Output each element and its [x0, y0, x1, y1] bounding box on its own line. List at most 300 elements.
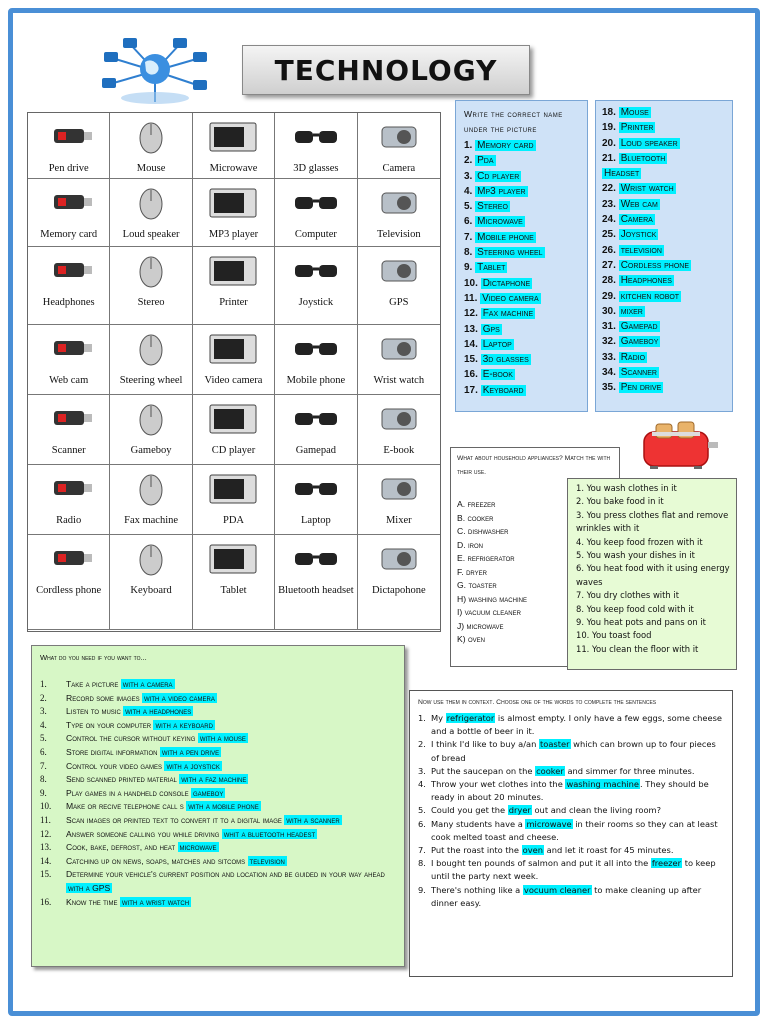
- context-item: [418, 778, 724, 804]
- context-item: [418, 804, 724, 817]
- need-item-number: 15.: [40, 869, 52, 880]
- grid-cell-label: 3D glasses: [293, 163, 339, 174]
- use-item: 1. You wash clothes in it: [576, 483, 677, 493]
- answer-row: [464, 245, 581, 260]
- answer-number: 33.: [602, 351, 616, 363]
- appliance-item: A. freezer: [457, 499, 496, 509]
- answer-text: Mobile phone: [477, 231, 534, 243]
- gamepad-icon: [287, 399, 345, 442]
- grid-cell: [28, 113, 110, 179]
- answer-number: 11.: [464, 292, 478, 304]
- headphones-icon: [40, 251, 98, 294]
- tablet-icon: [204, 539, 262, 582]
- context-item-prompt: Put the saucepan on the: [431, 765, 536, 776]
- need-item-answer: with a GPS: [68, 882, 111, 893]
- answer-row: [602, 120, 728, 135]
- answer-text: television: [620, 244, 662, 256]
- answer-number: 30.: [602, 305, 616, 317]
- answer-number: 23.: [602, 198, 616, 210]
- appliance-item: I) vacuum cleaner: [457, 607, 521, 617]
- context-item-answer: freezer: [651, 858, 682, 869]
- appliance-item: J) microwave: [457, 620, 504, 631]
- answer-text: Pen drive: [620, 382, 662, 394]
- grid-cell: [28, 247, 110, 325]
- mouse-icon: [122, 117, 180, 160]
- need-item-text: [66, 692, 396, 706]
- answers-heading: Write the correct name under the picture: [464, 109, 563, 134]
- answer-number: 6.: [464, 216, 473, 228]
- answer-number: 10.: [464, 277, 478, 289]
- answer-row: [602, 181, 728, 196]
- answer-text: Stereo: [477, 201, 508, 213]
- context-item-text: [431, 765, 724, 778]
- appliance-item: F. dryer: [457, 566, 487, 577]
- answer-row: [464, 169, 581, 184]
- need-item: [40, 732, 396, 746]
- answer-text: Wrist watch: [620, 183, 674, 195]
- answer-number: 3.: [464, 170, 473, 182]
- context-item-number: 7.: [418, 845, 426, 856]
- gameboy-icon: [122, 399, 180, 442]
- need-heading: What do you need if you want to...: [40, 653, 147, 662]
- television-icon: [370, 183, 428, 226]
- need-item-prompt: Make or recive telephone call s: [66, 801, 187, 812]
- context-item-rest: out and clean the living room?: [531, 805, 662, 816]
- context-item-answer: vocuum cleaner: [523, 884, 591, 895]
- need-item-number: 14.: [40, 855, 52, 866]
- context-item-prompt: My: [431, 713, 446, 723]
- grid-cell: [358, 465, 440, 535]
- context-item-rest: which can brown up to four pieces of bread: [431, 739, 716, 763]
- appliance-item: K) oven: [457, 634, 485, 644]
- answer-number: 19.: [602, 122, 616, 134]
- answer-row: [602, 243, 728, 258]
- use-item: 10. You toast food: [576, 630, 652, 641]
- scanner-icon: [40, 399, 98, 442]
- answer-number: 4.: [464, 185, 473, 197]
- grid-cell-label: Wrist watch: [373, 375, 425, 386]
- 3d-glasses-icon: [287, 117, 345, 160]
- cordless-phone-icon: [40, 539, 98, 582]
- answer-text: Radio: [620, 351, 646, 363]
- printer-icon: [204, 251, 262, 294]
- answer-row: [602, 136, 728, 151]
- grid-cell: [275, 247, 357, 325]
- grid-cell: [110, 247, 192, 325]
- context-item-answer: microwave: [526, 818, 572, 829]
- need-item: [40, 855, 396, 869]
- need-item-prompt: Record some images: [66, 692, 143, 703]
- wrist-watch-icon: [370, 329, 428, 372]
- need-item-text: [66, 678, 396, 692]
- answer-row: [464, 199, 581, 214]
- context-item-answer: refrigerator: [446, 713, 495, 723]
- fax-machine-icon: [122, 469, 180, 512]
- answer-text: Tablet: [477, 262, 506, 274]
- answer-row: [464, 153, 581, 168]
- need-item: [40, 773, 396, 787]
- need-item-number: 5.: [40, 733, 47, 744]
- grid-cell: [358, 395, 440, 465]
- answer-number: 29.: [602, 290, 616, 302]
- grid-cell-label: CD player: [211, 445, 256, 456]
- grid-cell: [110, 535, 192, 630]
- context-item-prompt: Put the roast into the: [431, 845, 522, 856]
- answer-row: [464, 337, 581, 352]
- answer-text: Keyboard: [482, 384, 524, 396]
- grid-cell-label: GPS: [389, 297, 409, 308]
- grid-cell-label: Scanner: [51, 445, 86, 456]
- context-item-number: 2.: [418, 739, 426, 750]
- answer-number: 5.: [464, 201, 473, 213]
- need-item-text: [66, 719, 396, 733]
- household-heading: What about household appliances? Match the with their use.: [457, 455, 611, 476]
- grid-cell-label: Camera: [382, 163, 416, 174]
- use-item: 8. You keep food cold with it: [576, 603, 694, 614]
- grid-cell: [275, 113, 357, 179]
- context-item-text: [431, 804, 724, 817]
- context-item-text: [431, 778, 724, 804]
- context-item-text: [431, 818, 724, 844]
- answer-text: Loud speaker: [620, 137, 678, 149]
- need-item-prompt: Know the time: [66, 896, 120, 907]
- grid-cell-label: Computer: [294, 229, 337, 240]
- need-item-text: [66, 732, 396, 746]
- need-item-number: 8.: [40, 774, 47, 785]
- grid-cell: [358, 113, 440, 179]
- need-item-number: 11.: [40, 814, 51, 825]
- need-item-prompt: Listen to music: [66, 706, 124, 717]
- appliance-item: D. iron: [457, 539, 483, 550]
- video-camera-icon: [204, 329, 262, 372]
- grid-cell: [110, 465, 192, 535]
- grid-cell-label: Microwave: [209, 163, 258, 174]
- need-item: [40, 719, 396, 733]
- need-item: [40, 841, 396, 855]
- radio-icon: [40, 469, 98, 512]
- loud-speaker-icon: [122, 183, 180, 226]
- answer-text: Fax machine: [482, 308, 534, 320]
- grid-cell-label: Pen drive: [48, 163, 89, 174]
- context-item: [418, 818, 724, 844]
- context-item: [418, 765, 724, 778]
- answer-row: [464, 306, 581, 321]
- answer-text: Cordless phone: [620, 259, 690, 271]
- context-item-answer: dryer: [508, 805, 531, 816]
- need-item-number: 6.: [40, 746, 47, 757]
- camera-icon: [370, 117, 428, 160]
- need-item-prompt: Take a picture: [66, 679, 121, 689]
- context-item-rest: and simmer for three minutes.: [564, 765, 695, 776]
- grid-cell-label: Laptop: [301, 515, 331, 526]
- grid-cell-label: Bluetooth headset: [278, 585, 354, 596]
- use-item: 4. You keep food frozen with it: [576, 536, 703, 547]
- mobile-phone-icon: [287, 329, 345, 372]
- need-item: [40, 896, 396, 910]
- answer-row: [602, 380, 728, 395]
- need-item-number: 2.: [40, 692, 47, 703]
- grid-cell-label: MP3 player: [208, 229, 259, 240]
- keyboard-icon: [122, 539, 180, 582]
- answer-row: [602, 273, 728, 288]
- context-item-text: [431, 738, 724, 764]
- gps-icon: [370, 251, 428, 294]
- grid-cell: [193, 535, 275, 630]
- context-item-text: [431, 712, 724, 738]
- answer-row: [602, 365, 728, 380]
- grid-cell-label: Steering wheel: [119, 375, 183, 386]
- need-item-number: 1.: [40, 679, 47, 689]
- bluetooth-headset-icon: [287, 539, 345, 582]
- dictaphone-icon: [370, 539, 428, 582]
- computer-icon: [287, 183, 345, 226]
- need-item-text: [66, 855, 396, 869]
- need-item-prompt: Answer someone calling you while driving: [66, 828, 222, 839]
- use-item: 11. You clean the floor with it: [576, 643, 699, 654]
- need-item-text: [66, 773, 396, 787]
- appliance-item: C. dishwasher: [457, 526, 509, 536]
- need-item-answer: gameboy: [192, 787, 224, 798]
- answer-number: 31.: [602, 321, 616, 333]
- grid-cell-label: Headphones: [42, 297, 95, 308]
- answer-row: [602, 197, 728, 212]
- grid-cell: [193, 113, 275, 179]
- context-item-text: [431, 857, 724, 883]
- answer-number: 18.: [602, 107, 616, 118]
- need-item-answer: with a video camera: [144, 692, 215, 703]
- answer-text: Steering wheel: [477, 247, 543, 259]
- grid-cell-label: E-book: [383, 445, 415, 456]
- answer-number: 22.: [602, 183, 616, 195]
- appliance-item: B. cooker: [457, 512, 494, 523]
- grid-cell: [193, 325, 275, 395]
- need-item-answer: with a joystick: [166, 760, 220, 771]
- grid-cell: [28, 325, 110, 395]
- answer-number: 24.: [602, 214, 616, 226]
- need-item-text: [66, 828, 396, 842]
- answer-row: [464, 383, 581, 398]
- answer-text: Laptop: [482, 338, 512, 350]
- context-item-text: [431, 844, 724, 857]
- answer-number: 26.: [602, 244, 616, 256]
- need-item-answer: with a pen drive: [161, 746, 220, 757]
- context-item-rest: to keep until the party next week.: [431, 858, 716, 882]
- context-item-answer: cooker: [536, 765, 564, 776]
- page-title: TECHNOLOGY: [242, 45, 530, 95]
- joystick-icon: [287, 251, 345, 294]
- grid-cell: [275, 179, 357, 247]
- grid-cell: [110, 113, 192, 179]
- answer-number: 17.: [464, 384, 478, 396]
- answers-column-1: [455, 100, 588, 412]
- answer-number: 32.: [602, 336, 616, 348]
- context-item-number: 8.: [418, 858, 426, 869]
- picture-grid: [27, 112, 441, 632]
- network-globe-icon: [100, 36, 210, 106]
- context-item-number: 3.: [418, 765, 426, 776]
- need-item-answer: television: [249, 855, 285, 866]
- answer-text: Gameboy: [620, 336, 659, 348]
- need-item-text: [66, 814, 396, 828]
- need-item-answer: with a camera: [122, 679, 173, 689]
- need-item: [40, 692, 396, 706]
- grid-cell: [358, 535, 440, 630]
- context-item-prompt: There's nothing like a: [431, 884, 523, 895]
- answer-number: 8.: [464, 247, 473, 259]
- answer-number: 9.: [464, 262, 473, 274]
- answer-number: 20.: [602, 137, 616, 149]
- context-item-prompt: Many students have a: [431, 818, 526, 829]
- grid-cell-label: Television: [377, 229, 421, 240]
- need-item-answer: with a scanner: [286, 814, 340, 825]
- context-item: [418, 844, 724, 857]
- memory-card-icon: [40, 183, 98, 226]
- answer-text: Gps: [482, 323, 500, 335]
- need-item-prompt: Scan images or printed text to convert it to a digital image: [66, 814, 285, 825]
- need-item-prompt: Control your video games: [66, 760, 165, 771]
- context-item-number: 4.: [418, 779, 426, 790]
- grid-cell-label: Video camera: [204, 375, 263, 386]
- answer-row: [602, 212, 728, 227]
- answer-text: 3d glasses: [482, 354, 529, 366]
- grid-cell-label: Keyboard: [130, 585, 172, 596]
- context-item-answer: washing machine: [566, 779, 640, 790]
- answer-row: [464, 138, 581, 153]
- need-item-prompt: Play games in a handheld console: [66, 787, 191, 798]
- context-item: [418, 857, 724, 883]
- context-item-number: 1.: [418, 713, 426, 723]
- grid-cell-label: Mouse: [136, 163, 166, 174]
- need-item: [40, 705, 396, 719]
- answer-text: Pda: [477, 155, 494, 167]
- answer-text: Cd player: [477, 170, 520, 182]
- toaster-icon: [636, 418, 726, 470]
- mp3-player-icon: [204, 183, 262, 226]
- grid-cell: [28, 535, 110, 630]
- answer-text: Microwave: [477, 216, 523, 228]
- grid-cell: [358, 247, 440, 325]
- answer-text: Memory card: [477, 140, 534, 151]
- context-item: [418, 738, 724, 764]
- grid-cell: [193, 465, 275, 535]
- answer-row: [602, 258, 728, 273]
- context-item-rest: is almost empty. I only have a few eggs, some cheese and a bottle of beer in it.: [431, 713, 723, 737]
- grid-cell-label: Mobile phone: [286, 375, 346, 386]
- context-item-prompt: I think I'd like to buy a/an: [431, 739, 539, 750]
- grid-cell: [193, 179, 275, 247]
- answer-text: Mp3 player: [477, 185, 526, 197]
- need-item: [40, 746, 396, 760]
- need-item: [40, 787, 396, 801]
- use-item: 5. You wash your dishes in it: [576, 550, 695, 561]
- need-item-text: [66, 896, 396, 910]
- need-item: [40, 760, 396, 774]
- answer-row: [602, 227, 728, 242]
- need-item-text: [66, 841, 396, 855]
- need-item-text: [66, 760, 396, 774]
- grid-cell-label: Memory card: [40, 229, 98, 240]
- answer-text: Gamepad: [620, 321, 658, 333]
- answer-number: 15.: [464, 354, 478, 366]
- answer-row: [602, 334, 728, 349]
- need-item: [40, 814, 396, 828]
- answer-row: [602, 319, 728, 334]
- grid-cell: [28, 179, 110, 247]
- grid-cell: [275, 325, 357, 395]
- need-item-prompt: Control the cursor without keying: [66, 733, 198, 744]
- answer-text: Scanner: [620, 367, 657, 379]
- answer-row: [464, 214, 581, 229]
- grid-cell-label: Tablet: [220, 585, 247, 596]
- grid-cell: [275, 395, 357, 465]
- grid-cell: [193, 395, 275, 465]
- grid-cell-label: Mixer: [385, 515, 412, 526]
- need-item-answer: with a wrist watch: [121, 896, 190, 907]
- e-book-icon: [370, 399, 428, 442]
- need-item-text: [66, 868, 396, 895]
- need-item-text: [66, 787, 396, 801]
- need-item-text: [66, 705, 396, 719]
- grid-cell: [28, 465, 110, 535]
- answer-text: Headset: [604, 168, 640, 180]
- context-item-number: 5.: [418, 805, 426, 816]
- answer-number: 16.: [464, 369, 478, 381]
- use-item: 7. You dry clothes with it: [576, 590, 679, 601]
- need-box: [31, 645, 405, 967]
- context-heading: Now use them in context. Choose one of the words to complete the sentences: [418, 699, 657, 706]
- grid-cell: [193, 247, 275, 325]
- stereo-icon: [122, 251, 180, 294]
- cd-player-icon: [204, 399, 262, 442]
- grid-cell: [110, 395, 192, 465]
- answer-number: 34.: [602, 367, 616, 379]
- answer-row: [602, 166, 728, 181]
- need-item-answer: with a mobile phone: [188, 801, 259, 812]
- answer-row: [464, 352, 581, 367]
- need-item-number: 16.: [40, 896, 52, 907]
- web-cam-icon: [40, 329, 98, 372]
- grid-cell-label: Stereo: [137, 297, 165, 308]
- mixer-icon: [370, 469, 428, 512]
- answer-text: kitchen robot: [620, 290, 680, 302]
- need-item-answer: with a faz machine: [181, 774, 247, 785]
- need-item-number: 13.: [40, 842, 52, 853]
- answer-text: Camera: [620, 214, 653, 226]
- need-item: [40, 868, 396, 895]
- answers-column-2: [595, 100, 733, 412]
- answer-row: [602, 289, 728, 304]
- grid-cell-label: Radio: [56, 515, 82, 526]
- need-item-text: [66, 800, 396, 814]
- answer-text: Video camera: [482, 292, 539, 304]
- grid-cell: [28, 395, 110, 465]
- answer-row: [464, 322, 581, 337]
- grid-cell-label: Cordless phone: [36, 585, 102, 596]
- answer-number: 13.: [464, 323, 478, 335]
- answer-row: [464, 367, 581, 382]
- grid-cell-label: Fax machine: [124, 515, 179, 526]
- laptop-icon: [287, 469, 345, 512]
- need-item-answer: with a keyboard: [155, 719, 213, 730]
- answer-number: 27.: [602, 259, 616, 271]
- answer-text: Dictaphone: [482, 277, 531, 289]
- grid-cell: [110, 325, 192, 395]
- context-item-rest: and let it roast for 45 minutes.: [544, 845, 674, 856]
- appliance-item: H) washing machine: [457, 593, 527, 604]
- answer-number: 7.: [464, 231, 473, 243]
- answer-row: [464, 291, 581, 306]
- appliance-item: E. refrigerator: [457, 553, 515, 563]
